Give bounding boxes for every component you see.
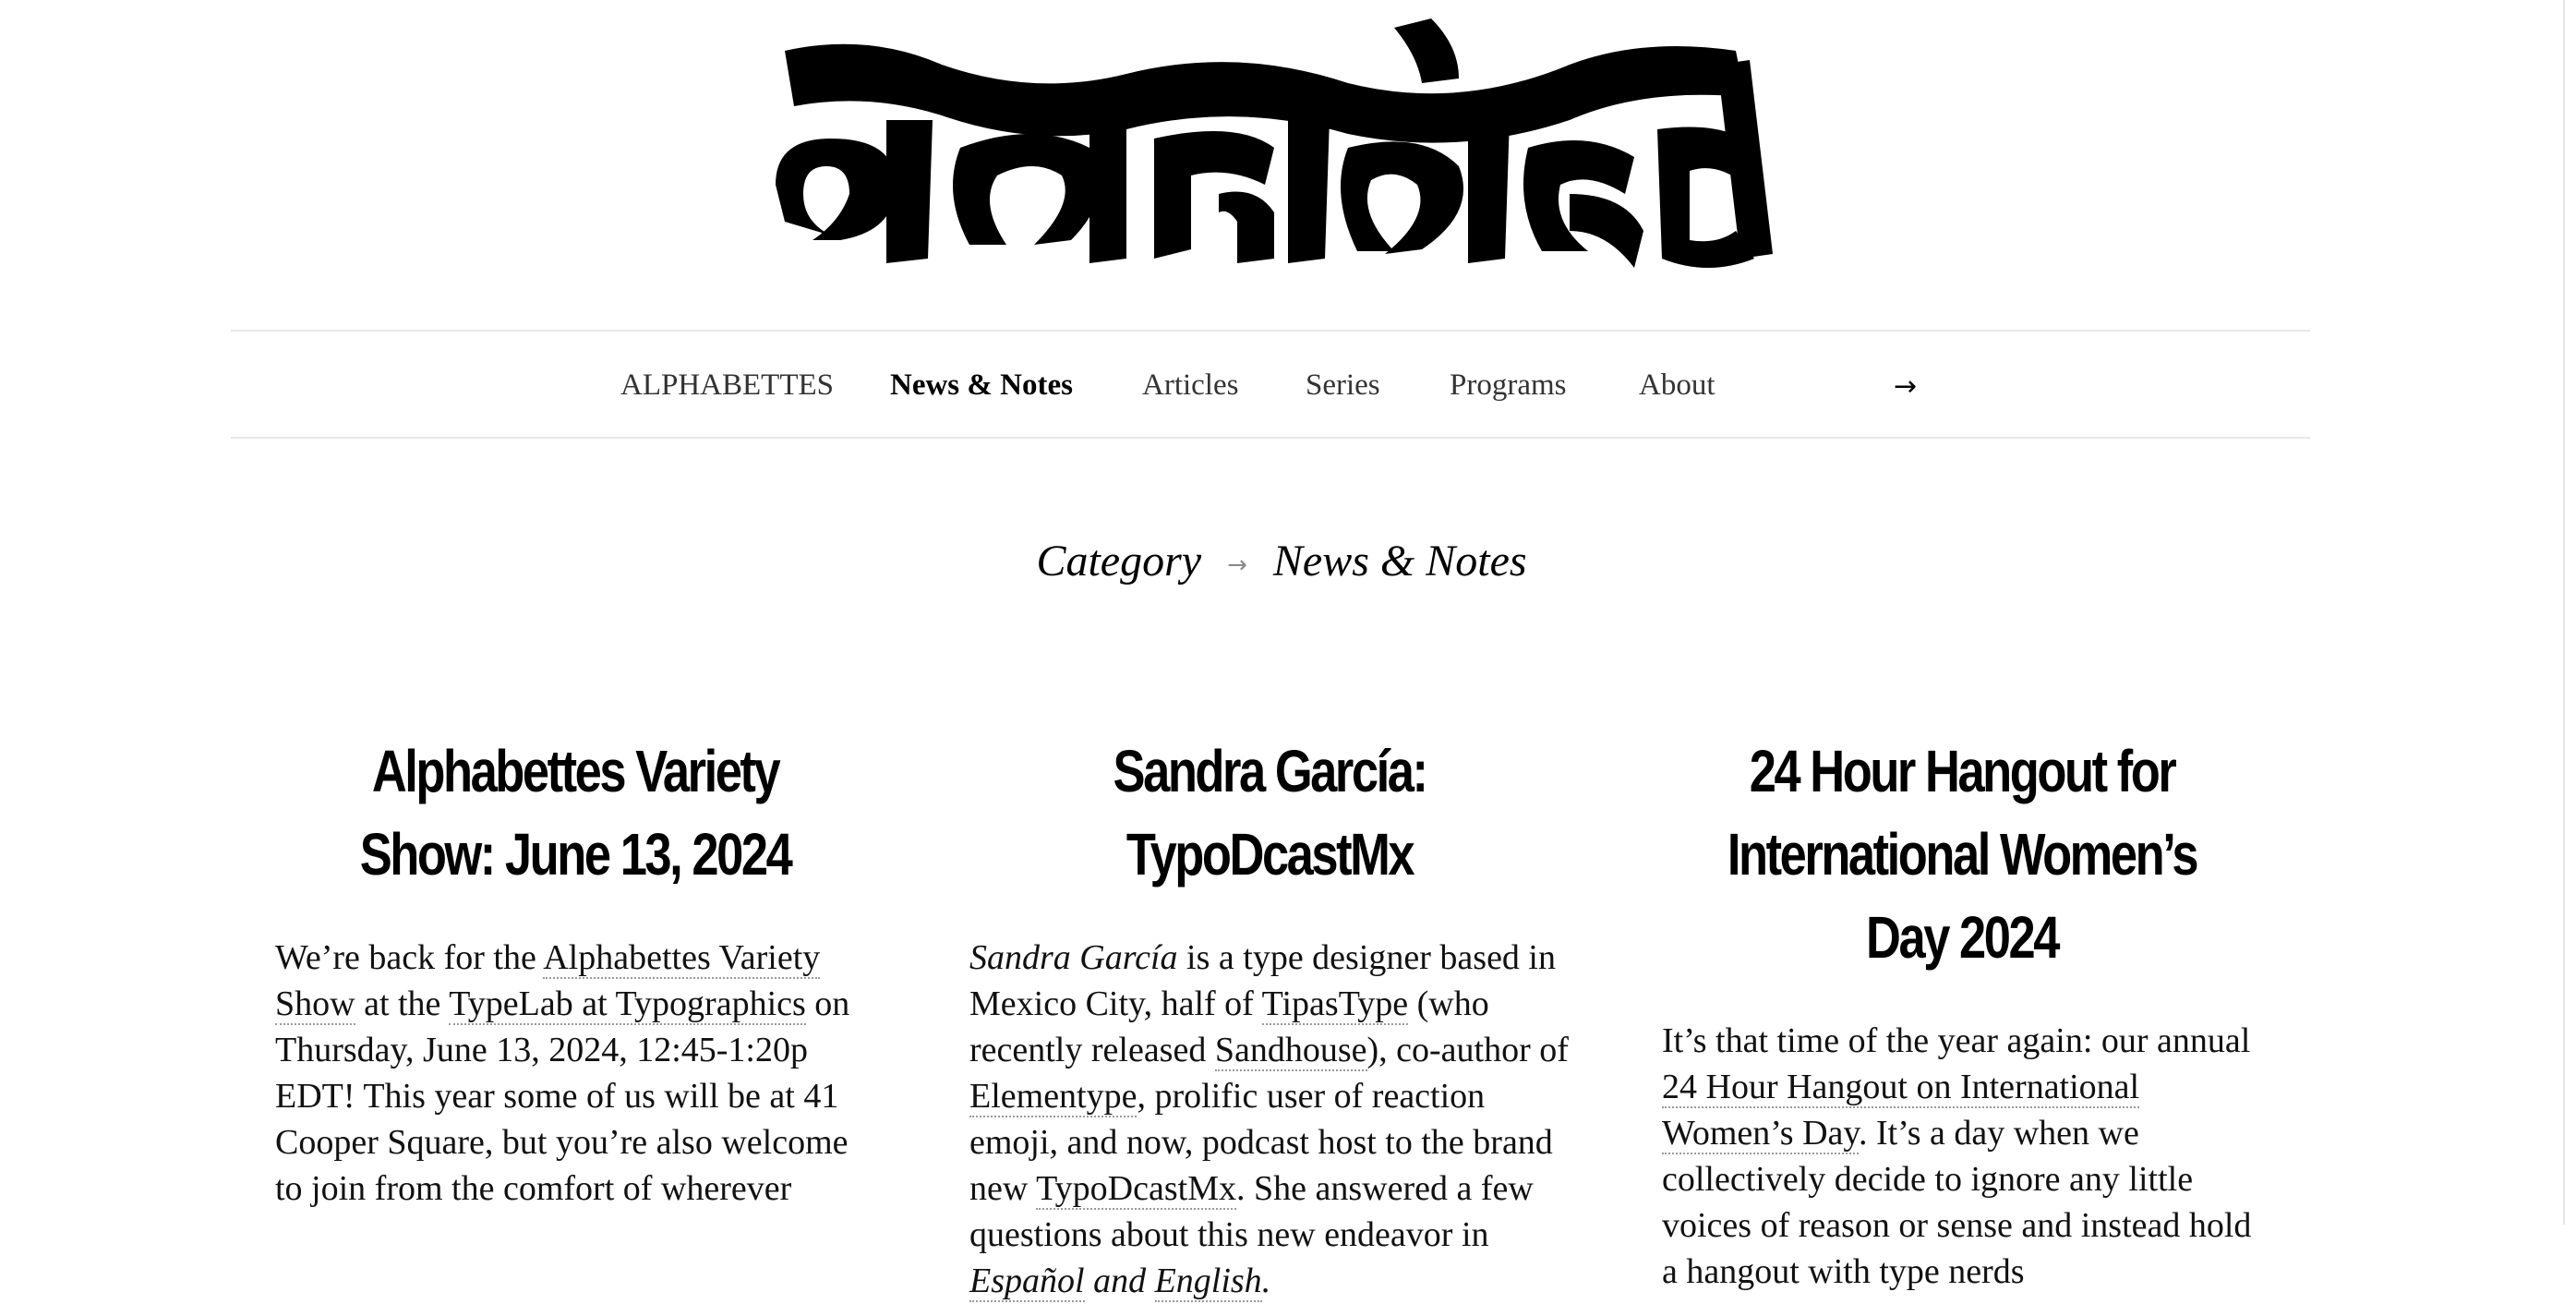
- excerpt-italic: .: [1261, 1262, 1271, 1300]
- excerpt-text: is a type designer based in Mexico City, half of: [969, 938, 1556, 1023]
- post-card: [969, 730, 1570, 1304]
- alphabettes-devanagari-logo-icon: [757, 9, 1782, 277]
- excerpt-text: on Thursday, June 13, 2024, 12:45-1:20p EDT! This year some of us will be at 41 Cooper Square, but you’re also welcome to join from the comfort of wherever: [275, 984, 850, 1208]
- nav-arrow-icon[interactable]: →: [1894, 370, 1918, 403]
- excerpt-text: (who recently released: [969, 984, 1489, 1069]
- nav-item-alphabettes[interactable]: ALPHABETTES: [620, 368, 834, 402]
- alphabettes-logo[interactable]: [757, 9, 1782, 277]
- category-arrow-icon: →: [1227, 550, 1247, 579]
- excerpt-text: . It’s a day when we collectively decide to ignore any little voices of reason or sense and instead hold a hangout with type nerds: [1662, 1114, 2252, 1291]
- post-card: [1662, 730, 2262, 1295]
- excerpt-text: It’s that time of the year again: our annual: [1662, 1021, 2251, 1060]
- nav-item-programs[interactable]: Programs: [1450, 368, 1567, 402]
- nav-item-about[interactable]: About: [1639, 368, 1715, 402]
- nav-item-series[interactable]: Series: [1306, 368, 1380, 402]
- excerpt-italic: and: [1084, 1262, 1155, 1300]
- excerpt-link[interactable]: English: [1154, 1262, 1262, 1300]
- post-excerpt: [1662, 1018, 2262, 1295]
- excerpt-text: at the: [355, 984, 450, 1023]
- post-excerpt: [969, 935, 1570, 1304]
- excerpt-link[interactable]: Español: [969, 1262, 1085, 1300]
- excerpt-italic: Sandra García: [969, 938, 1178, 977]
- nav-divider-bottom: [231, 437, 2310, 439]
- nav-item-articles[interactable]: Articles: [1142, 368, 1239, 402]
- post-title[interactable]: 24 Hour Hangout for International Women’s Day 2024: [1727, 738, 2197, 971]
- post-title[interactable]: Sandra García: TypoDcastMx: [1113, 738, 1426, 887]
- main-nav: [231, 332, 2310, 437]
- post-card: [275, 730, 875, 1212]
- excerpt-link[interactable]: Elementype: [969, 1077, 1138, 1116]
- excerpt-link[interactable]: TipasType: [1261, 984, 1409, 1023]
- category-heading: [0, 534, 2563, 593]
- excerpt-text: . She answered a few questions about this new endeavor in: [969, 1169, 1534, 1254]
- excerpt-link[interactable]: Sandhouse: [1214, 1031, 1367, 1069]
- excerpt-link[interactable]: TypoDcastMx: [1036, 1169, 1236, 1208]
- excerpt-link[interactable]: 24 Hour Hangout on International Women’s Day: [1662, 1068, 2140, 1153]
- excerpt-text: , prolific user of reaction emoji, and now, podcast host to the brand new: [969, 1077, 1553, 1208]
- excerpt-link[interactable]: TypeLab at Typographics: [449, 984, 806, 1023]
- excerpt-link[interactable]: Alphabettes Variety Show: [275, 938, 821, 1023]
- excerpt-text: ), co-author of: [1366, 1031, 1569, 1069]
- nav-item-news-notes[interactable]: News & Notes: [890, 368, 1073, 402]
- category-label: Category: [1036, 537, 1202, 586]
- category-name: News & Notes: [1272, 537, 1527, 586]
- page-scrollbar[interactable]: [2563, 0, 2565, 1225]
- post-excerpt: [275, 935, 875, 1212]
- post-title[interactable]: Alphabettes Variety Show: June 13, 2024: [359, 738, 791, 887]
- excerpt-text: We’re back for the: [275, 938, 544, 977]
